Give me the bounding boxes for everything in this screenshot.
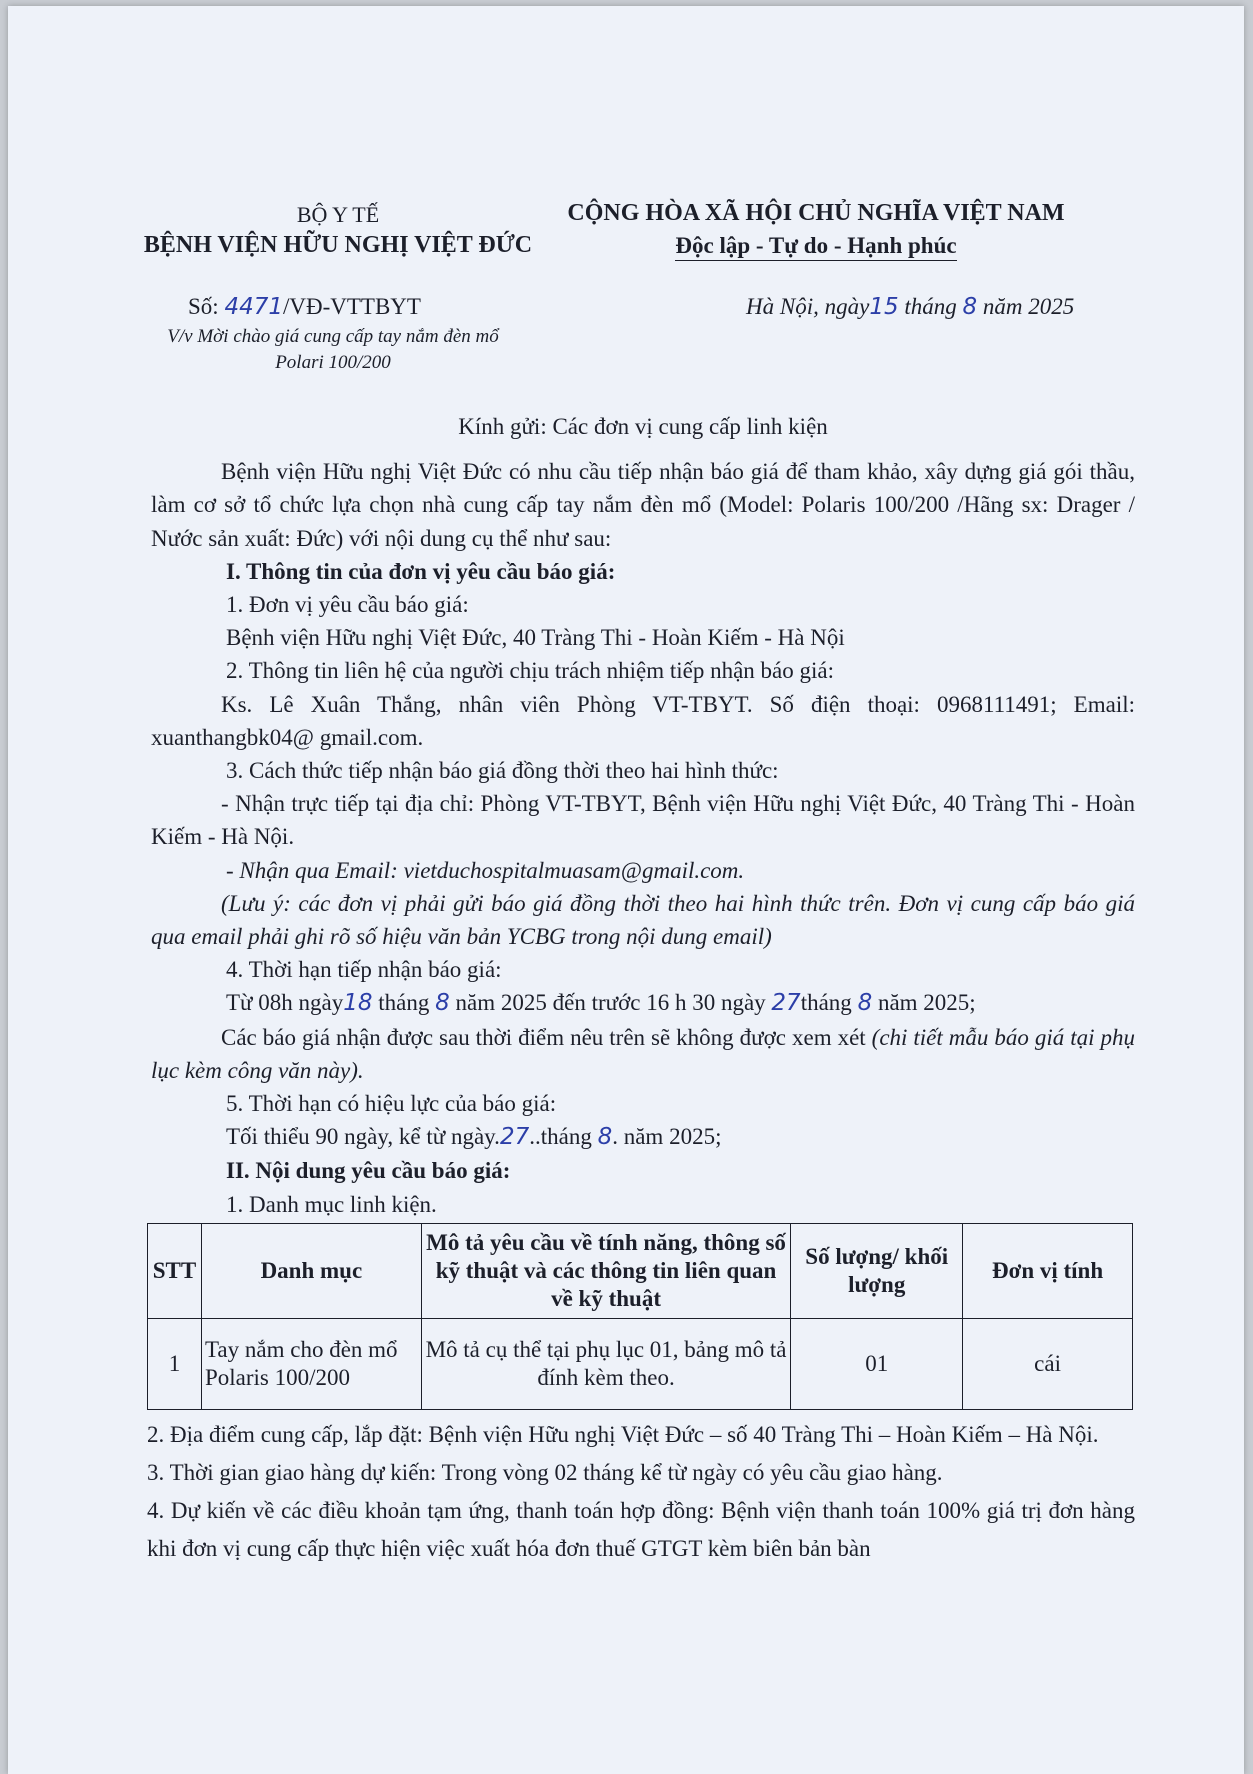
handwritten-end-month: 8 xyxy=(857,990,873,1017)
hospital-name: BỆNH VIỆN HỮU NGHỊ VIỆT ĐỨC xyxy=(143,232,533,258)
header-stt: STT xyxy=(148,1223,202,1318)
country-name: CỘNG HÒA XÃ HỘI CHỦ NGHĨA VIỆT NAM xyxy=(567,200,1065,226)
ministry-name: BỘ Y TẾ xyxy=(296,202,380,227)
table-row xyxy=(148,1318,1133,1409)
handwritten-start-day: 18 xyxy=(343,990,373,1017)
handwritten-day: 15 xyxy=(869,294,899,320)
cell-item: Tay nắm cho đèn mổ Polaris 100/200 xyxy=(201,1318,421,1409)
s2-item3: 3. Thời gian giao hàng dự kiến: Trong vòng 02 tháng kể từ ngày có yêu cầu giao hàng. xyxy=(147,1459,943,1485)
s1-item5-value: Tối thiểu 90 ngày, kể từ ngày.27..tháng 8. năm 2025; xyxy=(226,1124,722,1151)
s1-item4-note: Các báo giá nhận được sau thời điểm nêu trên sẽ không được xem xét (chi tiết mẫu báo giá tại phụ lục kèm công văn này). xyxy=(151,1024,1135,1083)
handwritten-month: 8 xyxy=(962,294,978,320)
salutation: Kính gửi: Các đơn vị cung cấp linh kiện xyxy=(458,414,828,439)
document-page xyxy=(8,6,1244,1774)
s1-item3-note: (Lưu ý: các đơn vị phải gửi báo giá đồng thời theo hai hình thức trên. Đơn vị cung cấp báo giá qua email phải ghi rõ số hiệu văn bản YCBG trong nội dung email) xyxy=(151,890,1135,950)
s1-item3-label: 3. Cách thức tiếp nhận báo giá đồng thời theo hai hình thức: xyxy=(226,758,779,784)
s1-item1-value: Bệnh viện Hữu nghị Việt Đức, 40 Tràng Thi - Hoàn Kiếm - Hà Nội xyxy=(226,625,845,651)
document-body xyxy=(147,410,1135,1568)
national-motto: Độc lập - Tự do - Hạnh phúc xyxy=(675,233,956,261)
header-item: Danh mục xyxy=(201,1223,421,1318)
s2-item1-label: 1. Danh mục linh kiện. xyxy=(226,1191,437,1217)
header-description: Mô tả yêu cầu về tính năng, thông số kỹ thuật và các thông tin liên quan về kỹ thuật xyxy=(421,1223,791,1318)
s1-item1-label: 1. Đơn vị yêu cầu báo giá: xyxy=(226,592,469,618)
document-number: Số: 4471/VĐ-VTTBYT xyxy=(188,294,421,320)
handwritten-validity-day: 27 xyxy=(499,1124,530,1151)
section-2-title: II. Nội dung yêu cầu báo giá: xyxy=(226,1158,511,1184)
s2-item4: 4. Dự kiến về các điều khoản tạm ứng, thanh toán hợp đồng: Bệnh viện thanh toán 100% giá trị đơn hàng khi đơn vị cung cấp thực hiện việc xuất hóa đơn thuế GTGT kèm biên bản bàn xyxy=(147,1497,1135,1561)
cell-unit: cái xyxy=(963,1318,1133,1409)
issuer-header xyxy=(118,202,558,259)
s1-item4-period: Từ 08h ngày18 tháng 8 năm 2025 đến trước 16 h 30 ngày 27tháng 8 năm 2025; xyxy=(226,990,976,1017)
section-1-title: I. Thông tin của đơn vị yêu cầu báo giá: xyxy=(226,558,616,584)
cell-stt: 1 xyxy=(148,1318,202,1409)
s2-item2: 2. Địa điểm cung cấp, lắp đặt: Bệnh viện Hữu nghị Việt Đức – số 40 Tràng Thi – Hoàn Kiếm – Hà Nội. xyxy=(147,1421,1099,1447)
cell-quantity: 01 xyxy=(791,1318,963,1409)
handwritten-end-day: 27 xyxy=(771,990,801,1017)
s1-item5-label: 5. Thời hạn có hiệu lực của báo giá: xyxy=(226,1091,557,1117)
components-table xyxy=(147,1223,1133,1410)
s1-item3-direct: - Nhận trực tiếp tại địa chỉ: Phòng VT-TBYT, Bệnh viện Hữu nghị Việt Đức, 40 Tràng Thi - Hoàn Kiếm - Hà Nội. xyxy=(151,791,1135,850)
cell-description: Mô tả cụ thể tại phụ lục 01, bảng mô tả đính kèm theo. xyxy=(421,1318,791,1409)
handwritten-validity-month: 8 xyxy=(597,1124,613,1151)
header-unit: Đơn vị tính xyxy=(963,1223,1133,1318)
handwritten-number: 4471 xyxy=(224,294,283,320)
s1-item2-label: 2. Thông tin liên hệ của người chịu trách nhiệm tiếp nhận báo giá: xyxy=(226,658,834,684)
handwritten-start-month: 8 xyxy=(435,990,450,1017)
national-header xyxy=(556,200,1076,259)
header-quantity: Số lượng/ khối lượng xyxy=(791,1223,963,1318)
s1-item2-value: Ks. Lê Xuân Thắng, nhân viên Phòng VT-TBYT. Số điện thoại: 0968111491; Email: xuanthangbk04@ gmail.com. xyxy=(151,691,1135,750)
document-date: Hà Nội, ngày15 tháng 8 năm 2025 xyxy=(746,294,1075,320)
s1-item3-email: - Nhận qua Email: vietduchospitalmuasam@gmail.com. xyxy=(226,857,745,883)
s1-item4-label: 4. Thời hạn tiếp nhận báo giá: xyxy=(226,957,502,983)
document-subject: V/v Mời chào giá cung cấp tay nắm đèn mổ Polari 100/200 xyxy=(167,326,499,373)
intro-paragraph: Bệnh viện Hữu nghị Việt Đức có nhu cầu tiếp nhận báo giá để tham khảo, xây dựng giá gói thầu, làm cơ sở tổ chức lựa chọn nhà cung cấp tay nắm đèn mổ (Model: Polaris 100/200 /Hãng sx: Drager / Nước sản xuất: Đức) với nội dung cụ thể như sau: xyxy=(151,459,1135,551)
table-header-row xyxy=(148,1223,1133,1318)
